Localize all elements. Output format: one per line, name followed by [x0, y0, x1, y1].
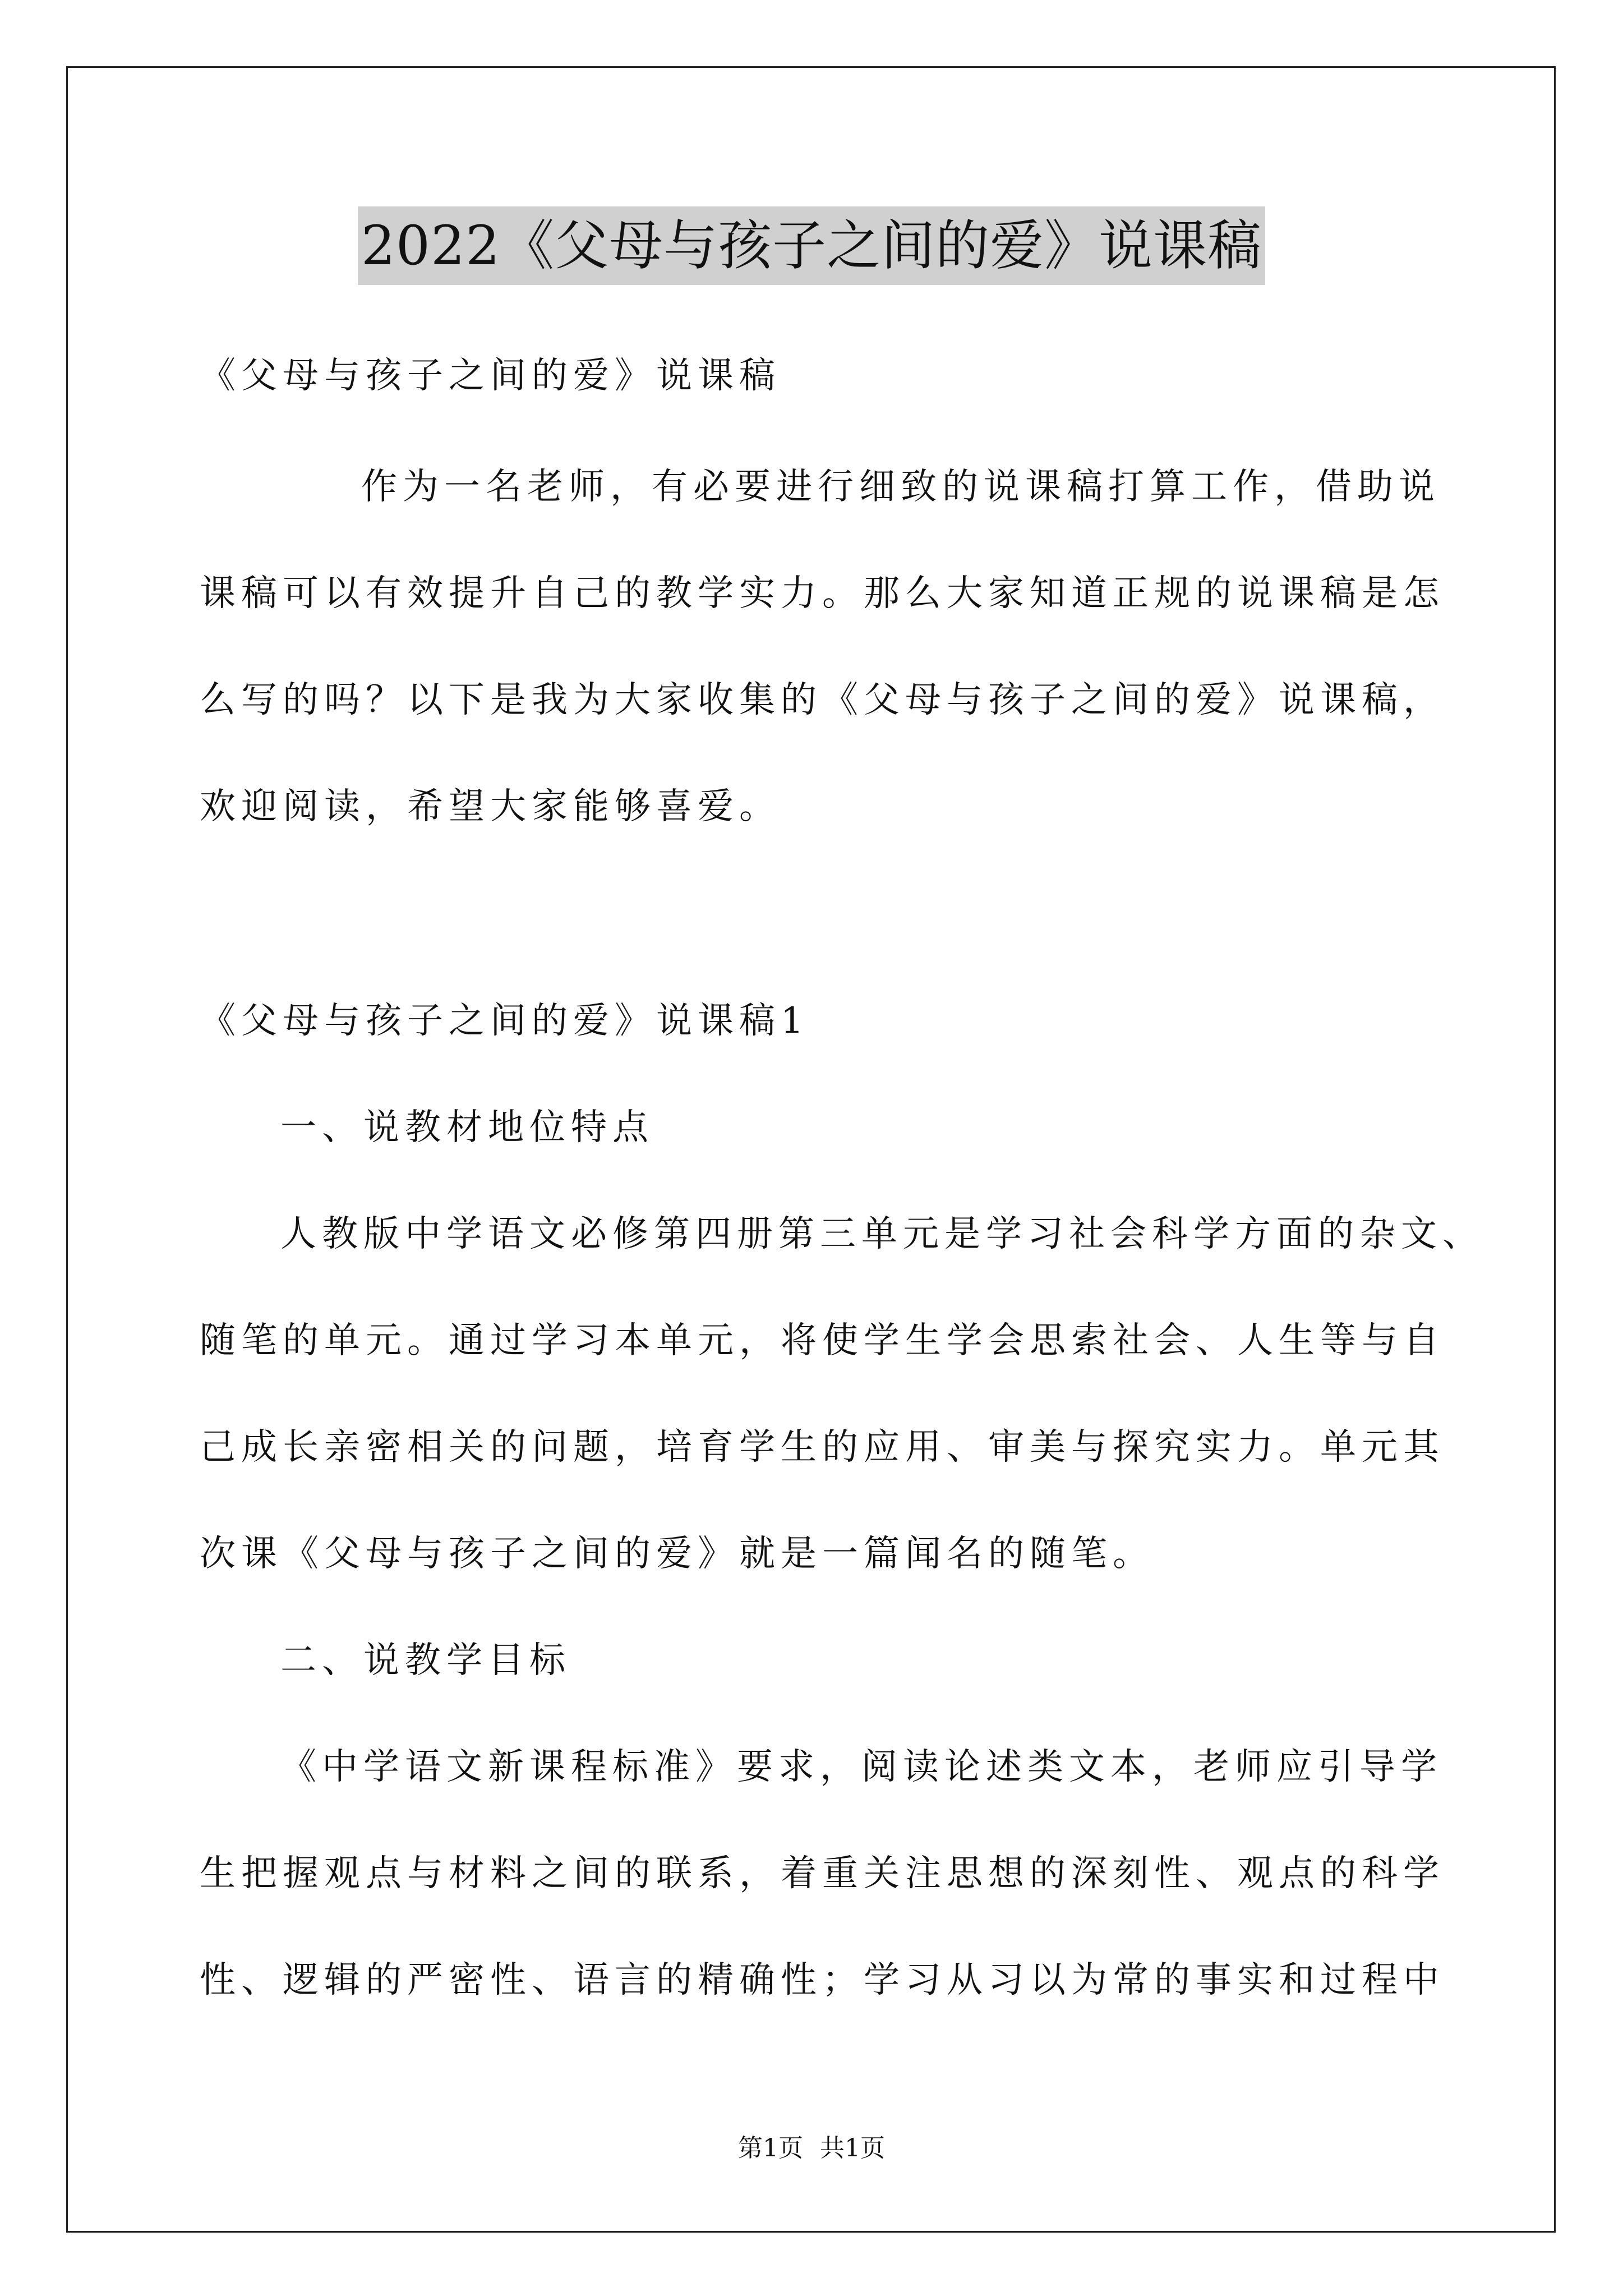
part1-line-4: 次课《父母与孩子之间的爱》就是一篇闻名的随笔。	[200, 1533, 1154, 1575]
part2-line-2: 生把握观点与材料之间的联系，着重关注思想的深刻性、观点的科学	[200, 1853, 1445, 1894]
part2-line-3: 性、逻辑的严密性、语言的精确性；学习从习以为常的事实和过程中	[200, 1959, 1445, 2001]
subtitle: 《父母与孩子之间的爱》说课稿	[200, 355, 781, 397]
document-title: 2022《父母与孩子之间的爱》说课稿	[358, 206, 1265, 285]
part1-heading: 一、说教材地位特点	[280, 1107, 654, 1148]
intro-line-1: 作为一名老师，有必要进行细致的说课稿打算工作，借助说	[361, 466, 1440, 508]
page-total: 共1页	[820, 2134, 885, 2162]
page-footer	[0, 2132, 1623, 2165]
page-number: 第1页	[738, 2134, 803, 2162]
part2-heading: 二、说教学目标	[280, 1640, 571, 1681]
part2-line-1: 《中学语文新课程标准》要求，阅读论述类文本，老师应引导学	[280, 1746, 1442, 1788]
part1-line-1: 人教版中学语文必修第四册第三单元是学习社会科学方面的杂文、	[280, 1213, 1484, 1255]
intro-line-3: 么写的吗？以下是我为大家收集的《父母与孩子之间的爱》说课稿，	[200, 679, 1445, 721]
intro-line-2: 课稿可以有效提升自己的教学实力。那么大家知道正规的说课稿是怎	[200, 573, 1445, 614]
intro-line-4: 欢迎阅读，希望大家能够喜爱。	[200, 786, 781, 827]
part1-line-2: 随笔的单元。通过学习本单元，将使学生学会思索社会、人生等与自	[200, 1320, 1445, 1361]
part1-line-3: 己成长亲密相关的问题，培育学生的应用、审美与探究实力。单元其	[200, 1427, 1445, 1468]
section1-heading: 《父母与孩子之间的爱》说课稿1	[200, 1000, 809, 1042]
title-container	[0, 206, 1623, 285]
